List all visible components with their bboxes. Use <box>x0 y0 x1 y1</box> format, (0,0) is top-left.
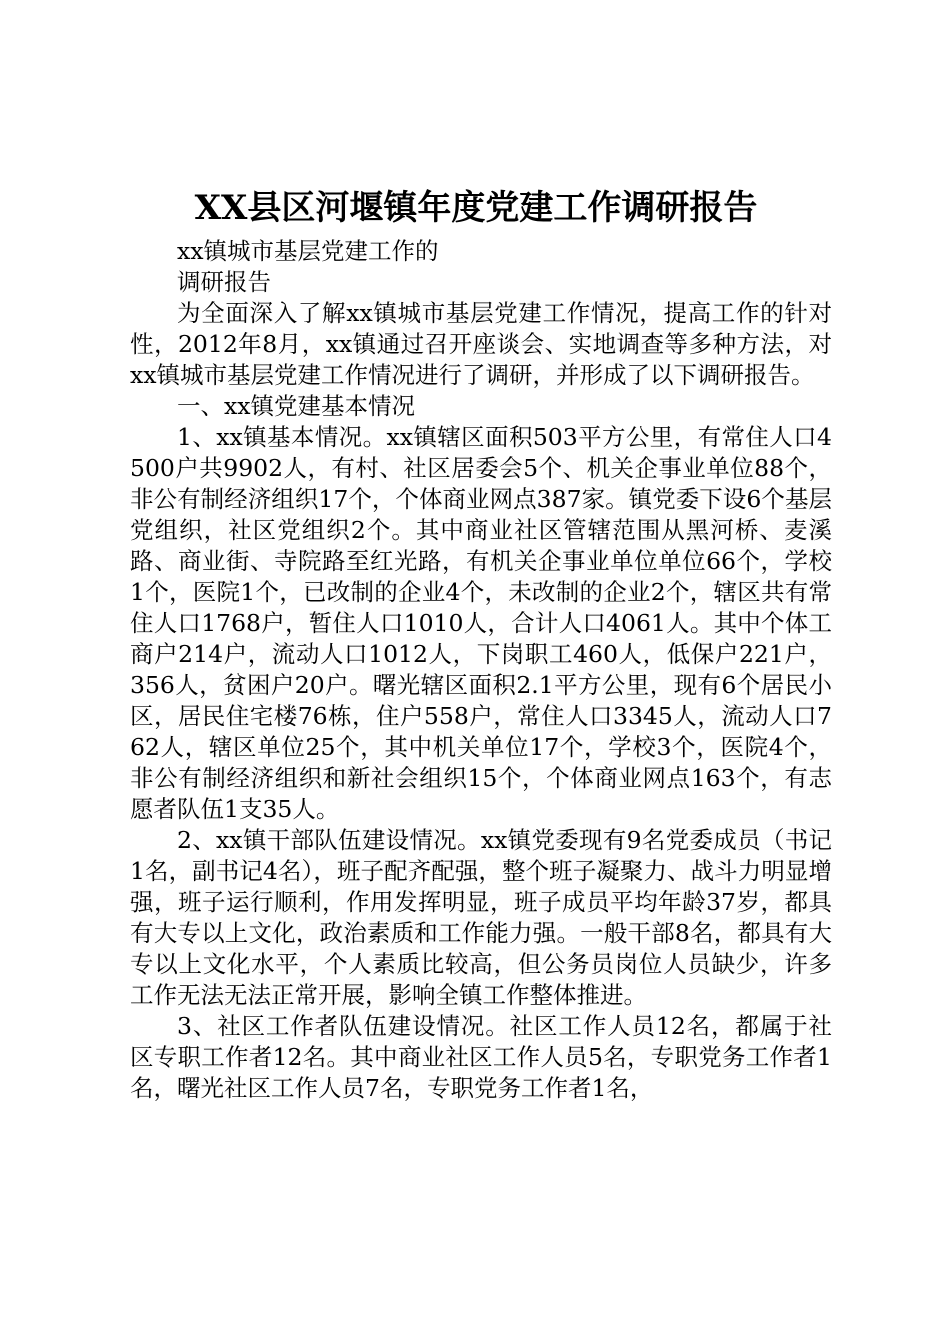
body-paragraph-3: 3、社区工作者队伍建设情况。社区工作人员12名，都属于社区专职工作者12名。其中商业社区工作人员5名，专职党务工作者1名，曙光社区工作人员7名，专职党务工作者1名， <box>130 1012 832 1102</box>
section-heading-1: 一、xx镇党建基本情况 <box>177 392 416 420</box>
body-paragraph-1: 1、xx镇基本情况。xx镇辖区面积503平方公里，有常住人口4500户共9902人，有村、社区居委会5个、机关企事业单位88个，非公有制经济组织17个，个体商业网点387家。镇党委下设6个基层党组织，社区党组织2个。其中商业社区管辖范围从黑河桥、麦溪路、商业街、寺院路至红光路，有机关企事业单位单位66个，学校1个，医院1个，已改制的企业4个，未改制的企业2个，辖区共有常住人口1768户，暂住人口1010人，合计人口4061人。其中个体工商户214户，流动人口1012人，下岗职工460人，低保户221户，356人，贫困户20户。曙光辖区面积2.1平方公里，现有6个居民小区，居民住宅楼76栋，住户558户，常住人口3345人，流动人口762人，辖区单位25个，其中机关单位17个，学校3个，医院4个，非公有制经济组织和新社会组织15个，个体商业网点163个，有志愿者队伍1支35人。 <box>130 423 832 823</box>
intro-paragraph: 为全面深入了解xx镇城市基层党建工作情况，提高工作的针对性，2012年8月，xx镇通过召开座谈会、实地调查等多种方法，对xx镇城市基层党建工作情况进行了调研，并形成了以下调研报告。 <box>130 299 832 389</box>
document-page <box>130 180 832 1104</box>
document-title: XX县区河堰镇年度党建工作调研报告 <box>194 188 758 228</box>
subtitle-line-2: 调研报告 <box>177 268 271 296</box>
subtitle-line-1: xx镇城市基层党建工作的 <box>177 237 439 265</box>
body-paragraph-2: 2、xx镇干部队伍建设情况。xx镇党委现有9名党委成员（书记1名，副书记4名），班子配齐配强，整个班子凝聚力、战斗力明显增强，班子运行顺利，作用发挥明显，班子成员平均年龄37岁，都具有大专以上文化，政治素质和工作能力强。一般干部8名，都具有大专以上文化水平，个人素质比较高，但公务员岗位人员缺少，许多工作无法无法正常开展，影响全镇工作整体推进。 <box>130 826 832 1009</box>
